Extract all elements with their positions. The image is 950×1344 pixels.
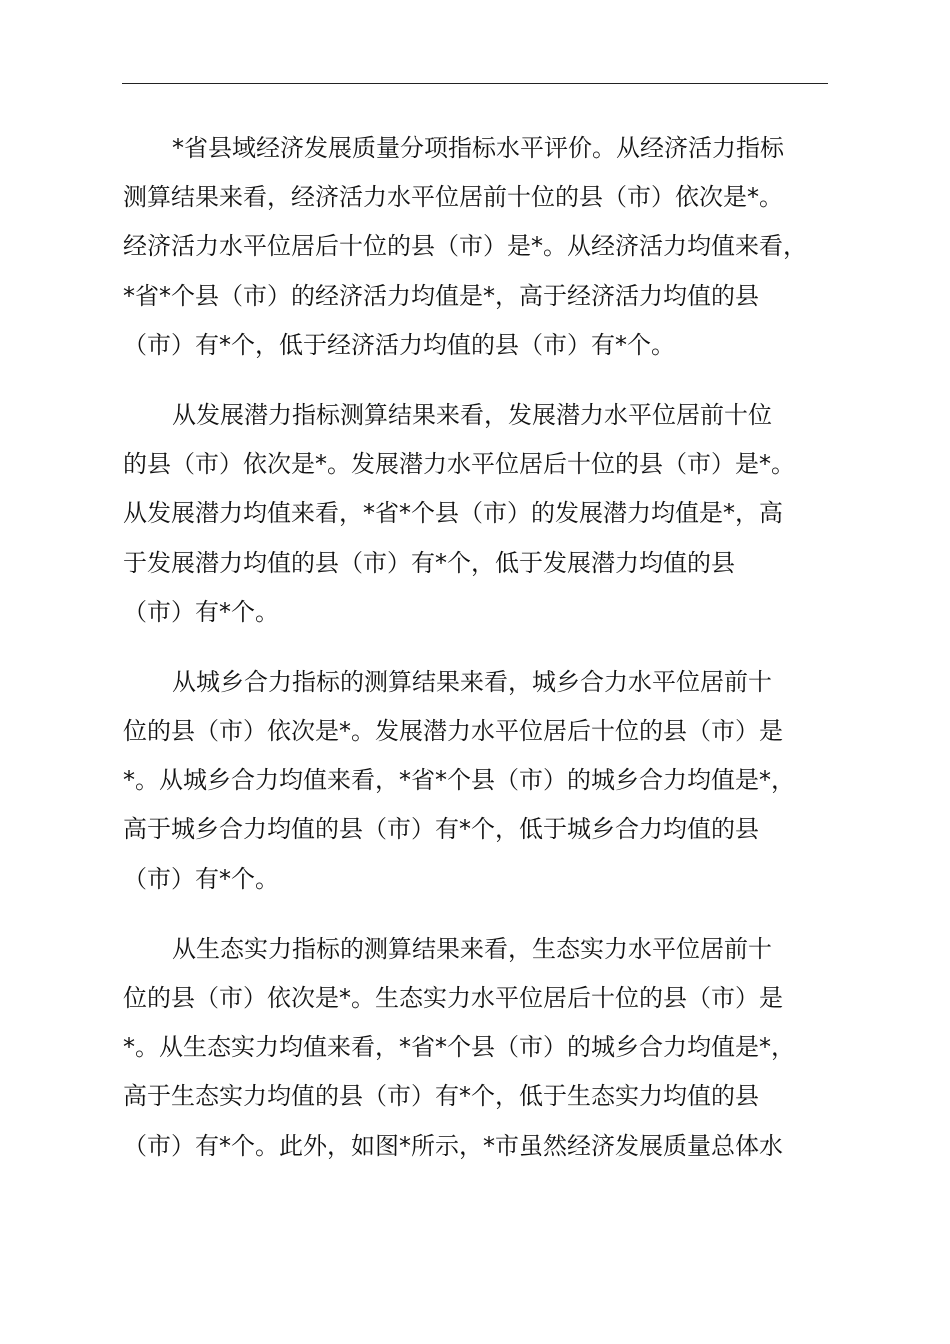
text-line: 从生态实力指标的测算结果来看，生态实力水平位居前十 xyxy=(172,934,772,963)
text-line: 高于城乡合力均值的县（市）有*个，低于城乡合力均值的县 xyxy=(123,815,759,844)
text-line: 高于生态实力均值的县（市）有*个，低于生态实力均值的县 xyxy=(123,1082,759,1111)
paragraph-ecological-strength xyxy=(123,925,843,1171)
text-line: 位的县（市）依次是*。生态实力水平位居后十位的县（市）是 xyxy=(123,984,783,1012)
text-line: *。从生态实力均值来看，*省*个县（市）的城乡合力均值是*， xyxy=(123,1033,795,1062)
text-line: 位的县（市）依次是*。发展潜力水平位居后十位的县（市）是 xyxy=(123,717,783,746)
text-line: 经济活力水平位居后十位的县（市）是*。从经济活力均值来看， xyxy=(123,232,807,261)
text-line: （市）有*个。此外，如图*所示，*市虽然经济发展质量总体水 xyxy=(123,1131,783,1160)
paragraph-urban-rural-synergy xyxy=(123,658,843,904)
text-line: 于发展潜力均值的县（市）有*个，低于发展潜力均值的县 xyxy=(123,548,735,577)
text-line: *省县域经济发展质量分项指标水平评价。从经济活力指标 xyxy=(172,134,784,162)
text-line: （市）有*个。 xyxy=(123,597,279,626)
text-line: 测算结果来看，经济活力水平位居前十位的县（市）依次是*。 xyxy=(123,183,783,212)
text-line: *省*个县（市）的经济活力均值是*，高于经济活力均值的县 xyxy=(123,281,759,310)
text-line: （市）有*个。 xyxy=(123,864,279,893)
text-line: 从发展潜力指标测算结果来看，发展潜力水平位居前十位 xyxy=(172,400,772,429)
paragraph-economic-vitality xyxy=(123,124,843,370)
text-line: *。从城乡合力均值来看，*省*个县（市）的城乡合力均值是*， xyxy=(123,766,795,795)
text-line: 从发展潜力均值来看，*省*个县（市）的发展潜力均值是*，高 xyxy=(123,499,783,528)
text-line: 的县（市）依次是*。发展潜力水平位居后十位的县（市）是*。 xyxy=(123,450,795,479)
text-line: 从城乡合力指标的测算结果来看，城乡合力水平位居前十 xyxy=(172,667,772,696)
text-line: （市）有*个，低于经济活力均值的县（市）有*个。 xyxy=(123,330,675,359)
paragraph-development-potential xyxy=(123,391,843,637)
header-rule xyxy=(122,83,828,84)
document-body xyxy=(123,124,843,1192)
